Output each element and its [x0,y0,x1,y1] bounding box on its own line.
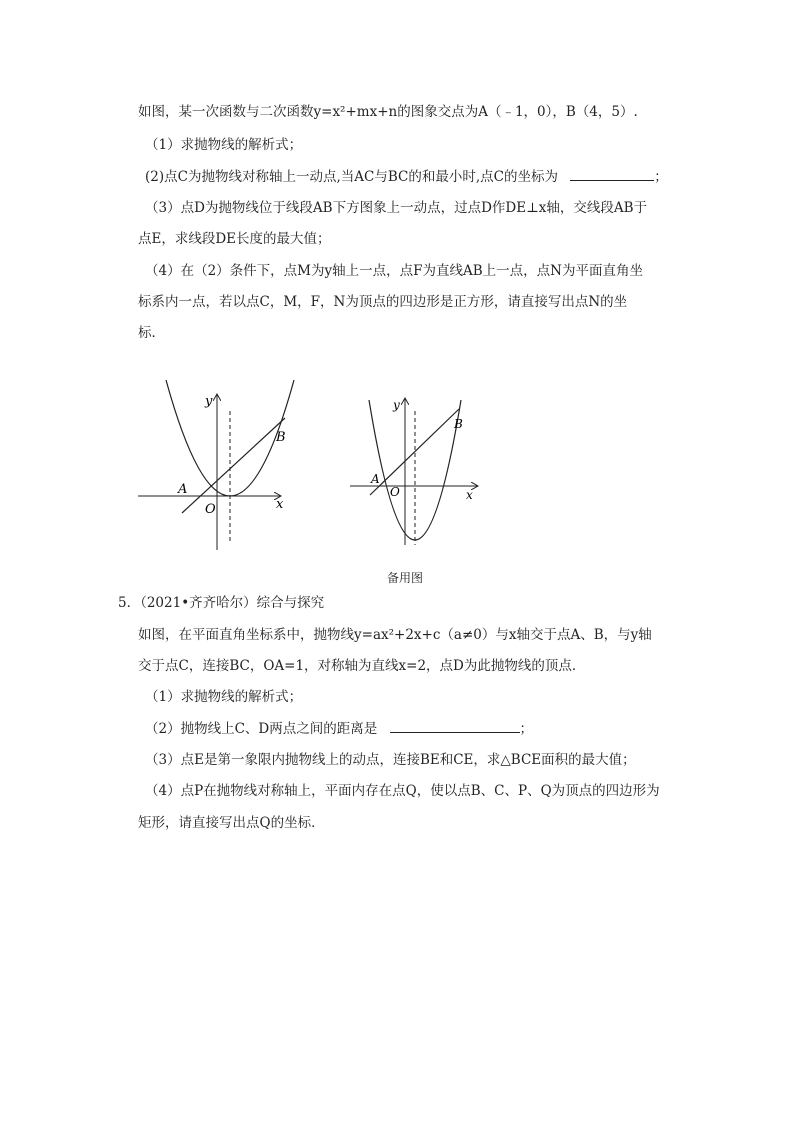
problem4-q4-line2: 标系内一点，若以点C，M，F，N为顶点的四边形是正方形，请直接写出点N的坐 [138,294,628,310]
label-a: A [371,472,380,486]
figure-caption: 备用图 [387,571,424,585]
problem5-q4-line2: 矩形，请直接写出点Q的坐标． [138,815,325,831]
problem4-q3-line2: 点E，求线段DE长度的最大值； [138,231,331,247]
answer-blank[interactable] [570,167,654,181]
figure-main-graph [130,375,305,555]
problem4-q2-text: (2)点C为抛物线对称轴上一动点,当AC与BC的和最小时,点C的坐标为 [145,169,558,185]
problem5-q3: （3）点E是第一象限内抛物线上的动点，连接BE和CE，求△BCE面积的最大值； [145,752,636,768]
problem4-q4-line3: 标． [138,325,165,341]
problem4-q4-line1: （4）在（2）条件下，点M为y轴上一点，点F为直线AB上一点，点N为平面直角坐 [145,263,643,279]
label-x: x [466,488,473,502]
problem5-intro-line2: 交于点C，连接BC，OA=1，对称轴为直线x=2，点D为此抛物线的顶点． [138,658,586,674]
label-y: y [393,398,400,412]
label-x: x [276,497,284,512]
problem5-q2 [145,719,533,738]
problem5-header: 5．（2021•齐齐哈尔）综合与探究 [118,595,325,611]
label-b: B [276,430,286,445]
problem5-q2-end: ； [519,721,534,737]
problem4-q2-end: ； [654,169,668,185]
problem5-intro-line1: 如图，在平面直角坐标系中，抛物线y=ax²+2x+c（a≠0）与x轴交于点A、B，与y轴 [138,627,652,643]
problem4-q3-line1: （3）点D为抛物线位于线段AB下方图象上一动点，过点D作DE⊥x轴，交线段AB于 [145,200,648,216]
label-o: O [205,502,216,517]
problem5-q2-text: （2）抛物线上C、D两点之间的距离是 [145,721,378,737]
label-o: O [390,485,400,499]
figure-backup-graph [345,395,485,555]
label-a: A [178,482,188,497]
label-b: B [454,417,463,431]
parabola [166,380,294,496]
problem5-q4-line1: （4）点P在抛物线对称轴上，平面内存在点Q，使以点B、C、P、Q为顶点的四边形为 [145,783,660,799]
problem4-q2 [145,167,668,186]
answer-blank[interactable] [390,719,520,733]
problem5-q1: （1）求抛物线的解析式； [145,689,303,705]
problem4-q1: （1）求抛物线的解析式； [145,137,303,153]
label-y: y [205,394,213,409]
problem4-intro: 如图，某一次函数与二次函数y=x²+mx+n的图象交点为A（﹣1，0），B（4，5）. [138,104,638,120]
